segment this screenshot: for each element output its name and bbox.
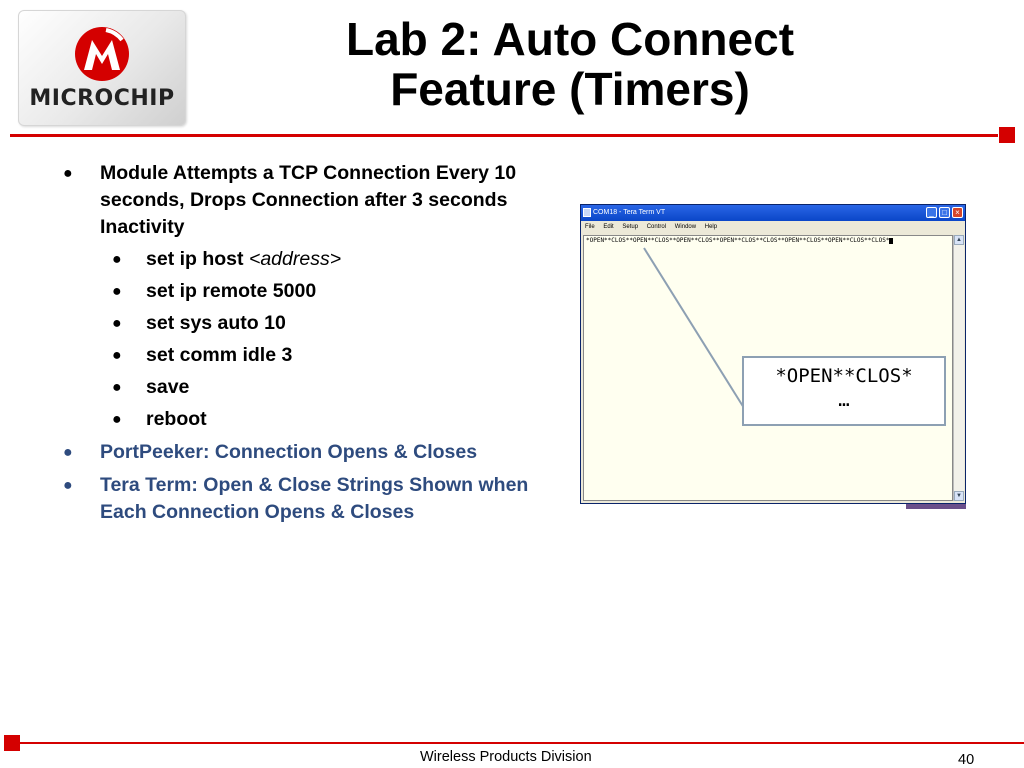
top-divider-square bbox=[999, 127, 1015, 143]
sub-bullet-text: set ip host bbox=[146, 248, 249, 270]
menu-window[interactable]: Window bbox=[674, 224, 697, 230]
bottom-divider-square bbox=[4, 735, 20, 751]
bullet-dot-icon: ● bbox=[112, 379, 122, 396]
terminal-output: *OPEN**CLOS**OPEN**CLOS**OPEN**CLOS**OPEN**CLOS**CLOS**OPEN**CLOS**OPEN**CLOS**CLOS* bbox=[586, 237, 890, 244]
menu-help[interactable]: Help bbox=[704, 224, 718, 230]
window-titlebar[interactable] bbox=[581, 205, 965, 221]
callout-box bbox=[742, 356, 946, 426]
sub-bullet-item bbox=[60, 406, 560, 433]
terminal-icon bbox=[583, 208, 591, 217]
sub-bullet-text: reboot bbox=[146, 408, 207, 430]
menu-bar bbox=[581, 221, 965, 233]
bullet-dot-icon: ● bbox=[63, 444, 73, 461]
scroll-up-icon[interactable]: ▲ bbox=[954, 235, 964, 245]
scroll-down-icon[interactable]: ▼ bbox=[954, 491, 964, 501]
minimize-icon[interactable]: _ bbox=[926, 207, 937, 218]
bullet-item bbox=[60, 160, 560, 241]
bullet-dot-icon: ● bbox=[112, 411, 122, 428]
bullet-dot-icon: ● bbox=[112, 315, 122, 332]
terminal-output-line bbox=[586, 237, 893, 244]
sub-bullet-item bbox=[60, 246, 560, 273]
sub-bullet-item bbox=[60, 374, 560, 401]
close-icon[interactable]: × bbox=[952, 207, 963, 218]
sub-bullet-text: set comm idle 3 bbox=[146, 344, 293, 366]
menu-edit[interactable]: Edit bbox=[603, 224, 614, 230]
bullet-text: Tera Term: Open & Close Strings Shown when Each Connection Opens & Closes bbox=[100, 474, 529, 523]
page-number: 40 bbox=[958, 752, 975, 768]
bullet-item bbox=[60, 439, 560, 466]
tera-term-window bbox=[580, 204, 966, 504]
callout-line-1: *OPEN**CLOS* bbox=[775, 365, 913, 387]
bottom-divider bbox=[20, 742, 1024, 744]
vertical-scrollbar[interactable] bbox=[953, 235, 964, 501]
sub-bullet-item bbox=[60, 342, 560, 369]
microchip-logo-icon bbox=[18, 10, 186, 86]
sub-bullet-text: set ip remote 5000 bbox=[146, 280, 317, 302]
sub-bullet-item bbox=[60, 310, 560, 337]
window-title: COM18 - Tera Term VT bbox=[593, 209, 666, 216]
decorative-strip bbox=[906, 504, 966, 509]
footer-division: Wireless Products Division bbox=[420, 749, 592, 765]
sub-bullet-argument: <address> bbox=[248, 248, 342, 270]
microchip-logo bbox=[18, 10, 186, 126]
menu-file[interactable]: File bbox=[585, 224, 595, 230]
bullet-dot-icon: ● bbox=[112, 251, 122, 268]
menu-setup[interactable]: Setup bbox=[622, 224, 639, 230]
bullet-text: Module Attempts a TCP Connection Every 10 seconds, Drops Connection after 3 seconds Inactivity bbox=[100, 162, 517, 238]
bullet-dot-icon: ● bbox=[112, 347, 122, 364]
top-divider bbox=[10, 134, 998, 137]
bullet-dot-icon: ● bbox=[112, 283, 122, 300]
bullet-dot-icon: ● bbox=[63, 477, 73, 494]
bullet-text: PortPeeker: Connection Opens & Closes bbox=[100, 441, 478, 463]
maximize-icon[interactable]: □ bbox=[939, 207, 950, 218]
callout-line-2: … bbox=[838, 389, 850, 411]
bullet-item bbox=[60, 472, 560, 526]
slide-title bbox=[270, 14, 870, 114]
sub-bullet-text: set sys auto 10 bbox=[146, 312, 286, 334]
sub-bullet-text: save bbox=[146, 376, 190, 398]
logo-wordmark: MICROCHIP bbox=[29, 86, 175, 111]
title-line-2: Feature (Timers) bbox=[390, 63, 750, 115]
bullet-list bbox=[60, 160, 560, 526]
sub-bullet-item bbox=[60, 278, 560, 305]
terminal-cursor bbox=[889, 238, 893, 244]
menu-control[interactable]: Control bbox=[646, 224, 667, 230]
title-line-1: Lab 2: Auto Connect bbox=[345, 13, 795, 65]
bullet-dot-icon: ● bbox=[63, 165, 73, 182]
